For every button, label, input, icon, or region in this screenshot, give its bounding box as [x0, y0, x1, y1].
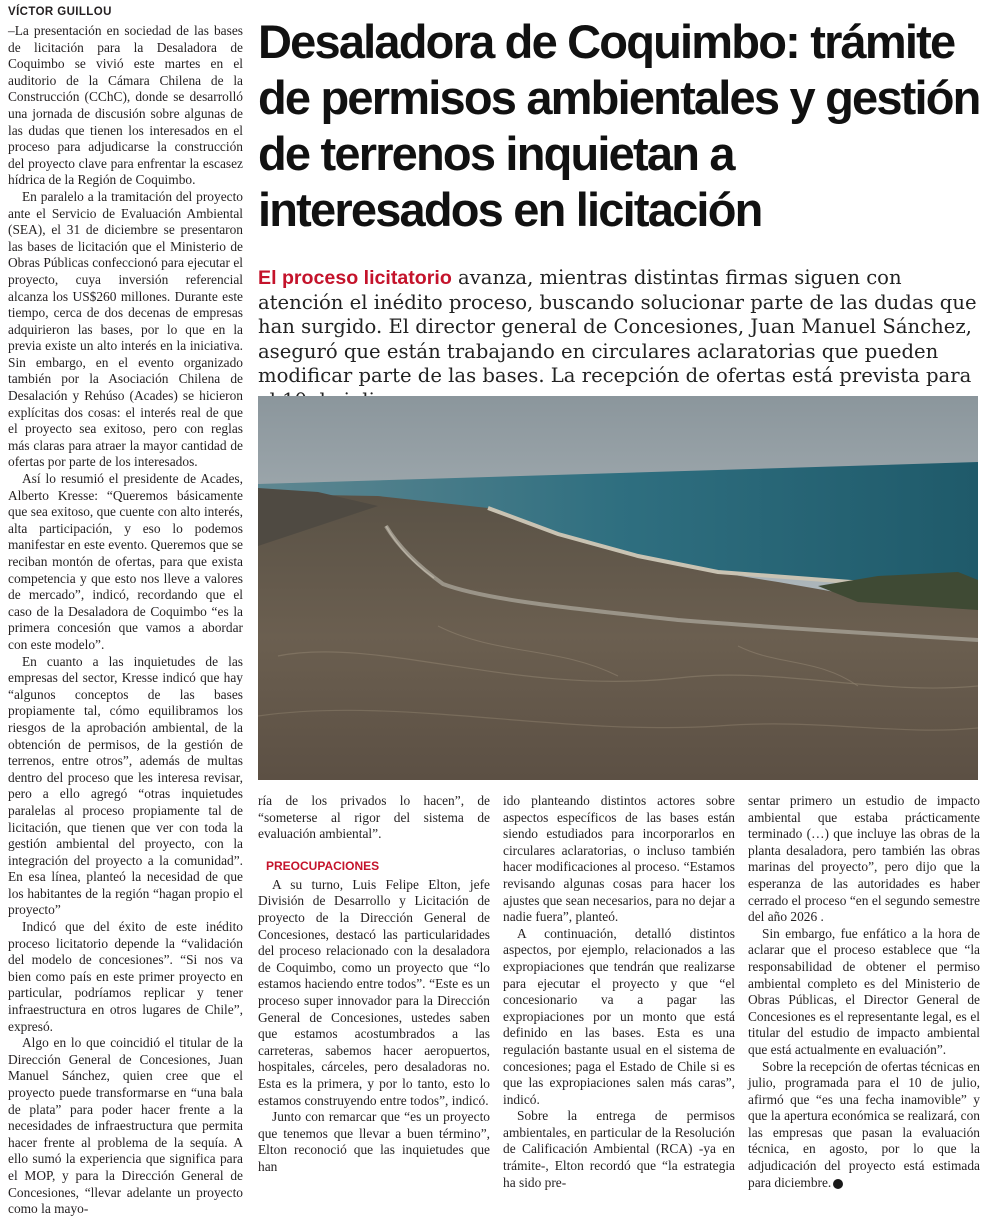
body-column-4 [748, 793, 980, 1191]
end-mark-icon: P [833, 1179, 843, 1189]
paragraph-text: Sobre la recepción de ofertas técnicas en julio, programada para el 10 de julio, afirmó que “es una fecha inamovible” y que la apertura económica se realizará, con las empresas que pasan la evaluación técnica, en agosto, por lo que la adjudicación del proyecto está estimada para diciembre. [748, 1058, 980, 1190]
body-column-3 [503, 793, 735, 1191]
paragraph: Indicó que del éxito de este inédito proceso licitatorio depende la “validación del modelo de concesiones”. “Si nos va bien como país en este primer proyecto en particular, podríamos replicar y tener infraestructura en otros lugares de Chile”, expresó. [8, 919, 243, 1034]
paragraph: ido planteando distintos actores sobre aspectos específicos de las bases están siendo estudiados para incorporarlos en circulares aclaratorias, o incluso también hacer modificaciones al proceso. “Estamos revisando algunas cosas para hacer los ajustes que sean necesarios, para no dejar a nadie fuera”, planteó. [503, 793, 735, 925]
body-column-2 [258, 793, 490, 1175]
paragraph: Sobre la entrega de permisos ambientales, en particular de la Resolución de Calificación Ambiental (RCA) -ya en trámite-, Elton recordó que “la estrategia ha sido pre- [503, 1108, 735, 1190]
lead-paragraph [258, 266, 980, 414]
aerial-coast-photo [258, 396, 978, 780]
paragraph: –La presentación en sociedad de las bases de licitación para la Desaladora de Coquimbo se vivió este martes en el auditorio de la Cámara Chilena de la Construcción (CChC), donde se desarrolló una jornada de discusión sobre algunas de las dudas que tienen los interesados en el proceso para adjudicarse la construcción del proyecto clave para enfrentar la escasez hídrica de la Región de Coquimbo. [8, 23, 243, 188]
paragraph [748, 1059, 980, 1192]
paragraph: A continuación, detalló distintos aspectos, por ejemplo, relacionados a las expropiaciones que tendrán que realizarse para ejecutar el proyecto y que “el concesionario va a pagar las expropiaciones por un monto que está definido en las bases. Esta es una regulación bastante usual en el sistema de concesiones; paga el Estado de Chile si es que las expropiaciones salen más caras”, indicó. [503, 925, 735, 1107]
byline: VÍCTOR GUILLOU [8, 6, 112, 18]
section-subhead: PREOCUPACIONES [266, 858, 380, 873]
paragraph: sentar primero un estudio de impacto ambiental que estaba prácticamente terminado (…) que incluye las obras de la planta desaladora, pero también las obras marinas del proyecto”, pero dijo que la esperanza de las autoridades es haber cerrado el proceso “en el segundo semestre del año 2026 . [748, 793, 980, 925]
paragraph: Así lo resumió el presidente de Acades, Alberto Kresse: “Queremos básicamente que sea exitoso, que cuente con alto interés, alta participación, y eso lo podemos manifestar en este evento. Queremos que se reciban montón de ofertas, para que exista competencia y que esto nos lleve a valores de mercado”, indicó, recordando que el caso de la Desaladora de Coquimbo “es la primera concesión que vamos a abordar con este modelo”. [8, 471, 243, 652]
paragraph: Sin embargo, fue enfático a la hora de aclarar que el proceso establece que “la responsabilidad de obtener el permiso ambiental completo es del Ministerio de Obras Públicas, el Director General de Concesiones es el representante legal, es el titular del estudio de impacto ambiental que está actualmente en evaluación”. [748, 925, 980, 1057]
paragraph: Junto con remarcar que “es un proyecto que tenemos que llevar a buen término”, Elton reconoció que las inquietudes que han [258, 1109, 490, 1174]
aerial-coast-illustration [258, 396, 978, 780]
paragraph: En paralelo a la tramitación del proyecto ante el Servicio de Evaluación Ambiental (SEA), el 31 de diciembre se presentaron las bases de licitación que el Ministerio de Obras Públicas confeccionó para ejecutar el proyecto, cuya inversión referencial alcanza los US$260 millones. Durante este tiempo, cerca de dos decenas de empresas adquirieron las bases, por lo que en la previa existe un alto interés en la iniciativa. Sin embargo, en el evento organizado también por la Asociación Chilena de Desalación y Rehúso (Acades) se hicieron explícitas dos cosas: el interés real de que el proyecto sea exitoso, pero con reglas más claras para atraer la mayor cantidad de ofertas por parte de los interesados. [8, 188, 243, 470]
headline: Desaladora de Coquimbo: trámite de permisos ambientales y gestión de terrenos inquietan a interesados en licitación [258, 15, 980, 236]
body-column-1 [8, 23, 243, 1218]
paragraph: ría de los privados lo hacen”, de “someterse al rigor del sistema de evaluación ambiental”. [258, 793, 490, 842]
paragraph: Algo en lo que coincidió el titular de la Dirección General de Concesiones, Juan Manuel Sánchez, quien cree que el proyecto puede transformarse en “una bala de plata” para poder hacer frente a la necesidades de infraestructura que permita hacer frente al problema de la sequía. A ello sumó la experiencia que significa para el MOP, y para la Dirección General de Concesiones, “llevar adelante un proyecto como la mayo- [8, 1035, 243, 1217]
paragraph: En cuanto a las inquietudes de las empresas del sector, Kresse indicó que hay “algunos conceptos de las bases propiamente tal, cómo equilibramos los riesgos de la aprobación ambiental, de la obtención de permisos, de la gestión de terrenos, entre otros”, además de multas dentro del proceso que les interesa revisar, pero a ello agregó “otras inquietudes paralelas al proceso propiamente tal de licitación, que tienen que ver con toda la gestión ambiental del proyecto, con la integración del proyecto a la comunidad”. En esa línea, planteó la necesidad de que los habitantes de la región “hagan propio el proyecto” [8, 653, 243, 918]
lead-text: avanza, mientras distintas firmas siguen con atención el inédito proceso, buscando solucionar parte de las dudas que han surgido. El director general de Concesiones, Juan Manuel Sánchez, aseguró que están trabajando en circulares aclaratorias que pueden modificar parte de las bases. La recepción de ofertas está prevista para [258, 266, 977, 388]
lead-kicker: El proceso licitatorio [258, 267, 452, 289]
paragraph: A su turno, Luis Felipe Elton, jefe División de Desarrollo y Licitación de proyecto de la Dirección General de Concesiones, destacó las particularidades del proceso relacionado con la desaladora de Coquimbo, como un proyecto que “lo estamos haciendo entre todos”. “Este es un proceso super innovador para la Dirección General de Concesiones, ustedes saben que estamos acostumbrados a las carreteras, sabemos hacer aeropuertos, hospitales, cárceles, pero desaladoras no. Esta es la primera, y por lo tanto, esto lo estamos construyendo entre todos”, indicó. [258, 876, 490, 1108]
